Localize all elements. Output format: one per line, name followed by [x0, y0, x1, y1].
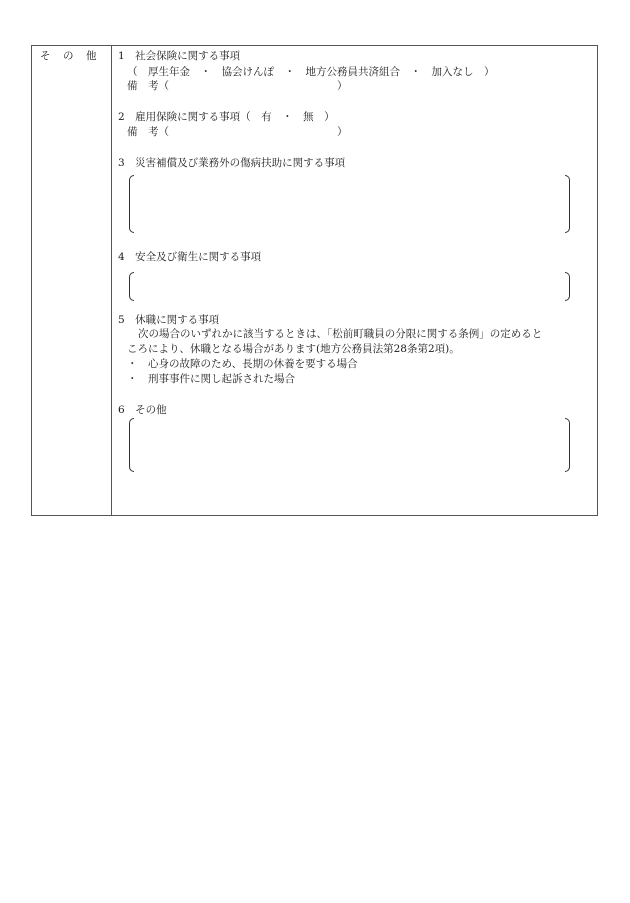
- row-label: そ の 他: [40, 50, 98, 62]
- section-4-bracket-left: [129, 272, 134, 301]
- section-5-text-line-2: ころにより、休職となる場合があります(地方公務員法第28条第2項)。: [127, 343, 460, 355]
- section-3-heading: 3 災害補償及び業務外の傷病扶助に関する事項: [118, 157, 346, 169]
- section-5-heading: 5 休職に関する事項: [118, 314, 220, 326]
- section-5-text-line-1: 次の場合のいずれかに該当するときは、「松前町職員の分限に関する条例」の定めると: [138, 328, 543, 340]
- section-3-bracket-right: [565, 175, 570, 233]
- section-5-bullet-1: ・ 心身の故障のため、長期の休養を要する場合: [127, 358, 358, 370]
- section-4-heading: 4 安全及び衛生に関する事項: [118, 251, 262, 263]
- section-1-heading: 1 社会保険に関する事項: [118, 50, 241, 62]
- section-5-bullet-2: ・ 刑事事件に関し起訴された場合: [127, 373, 295, 385]
- section-2-heading: 2 雇用保険に関する事項（ 有 ・ 無 ）: [118, 111, 335, 123]
- section-6-heading: 6 その他: [118, 404, 167, 416]
- section-4-bracket-right: [565, 272, 570, 301]
- insurance-options: （ 厚生年金 ・ 協会けんぽ ・ 地方公務員共済組合 ・ 加入なし ）: [127, 66, 495, 78]
- section-1-note: 備 考（ ）: [127, 80, 348, 92]
- section-6-bracket-right: [565, 418, 570, 472]
- column-divider: [111, 45, 112, 516]
- section-2-note: 備 考（ ）: [127, 126, 348, 138]
- section-3-bracket-left: [129, 175, 134, 233]
- section-6-bracket-left: [129, 418, 134, 472]
